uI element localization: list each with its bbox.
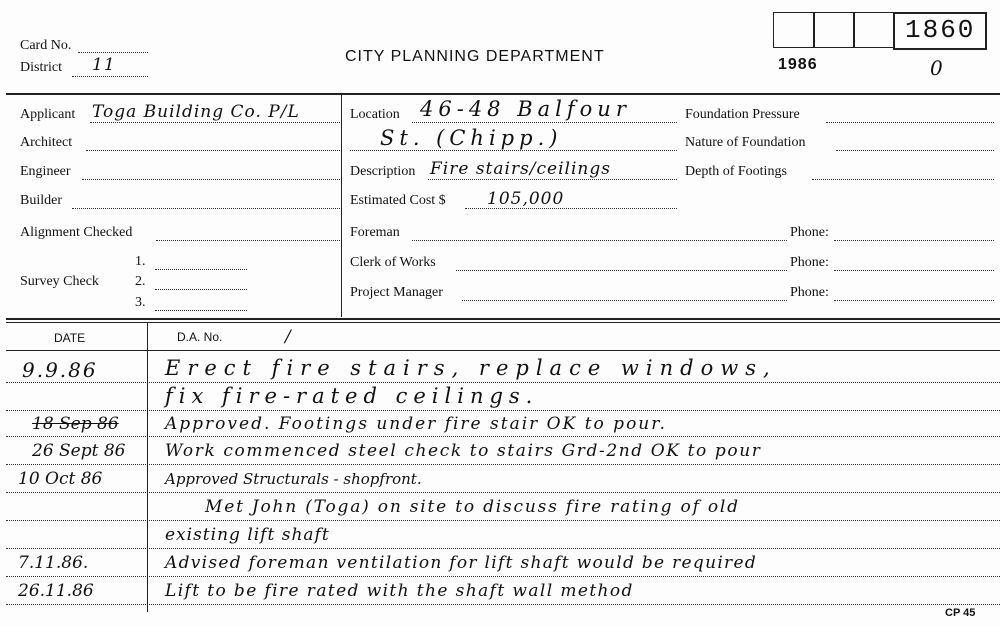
log-entry: Approved Structurals - shopfront.	[165, 470, 422, 488]
row-line	[6, 382, 1000, 383]
log-date: 9.9.86	[22, 358, 98, 382]
applicant-value: Toga Building Co. P/L	[92, 102, 300, 122]
nature-of-foundation-dots	[836, 150, 994, 151]
location-dots-2	[350, 150, 677, 151]
builder-dots	[72, 208, 340, 209]
foreman-phone-dots	[834, 240, 994, 241]
column-divider	[341, 95, 342, 317]
description-label: Description	[350, 164, 416, 179]
form-code: CP 45	[945, 607, 976, 619]
survey-item-3: 3.	[135, 295, 146, 310]
number-box-1	[773, 12, 815, 48]
da-column-header: D.A. No.	[177, 330, 223, 344]
log-date: 18 Sep 86	[32, 414, 119, 434]
survey-dots-3	[155, 310, 247, 311]
description-value: Fire stairs/ceilings	[430, 159, 611, 179]
log-date: 26.11.86	[18, 581, 94, 601]
log-entry: Met John (Toga) on site to discuss fire rating of old	[205, 497, 740, 517]
survey-dots-1	[155, 269, 247, 270]
estimated-cost-label: Estimated Cost $	[350, 193, 446, 208]
district-value: 11	[92, 55, 116, 75]
row-line	[6, 436, 1000, 437]
log-date: 7.11.86.	[18, 553, 89, 573]
engineer-label: Engineer	[20, 164, 71, 179]
alignment-dots	[156, 240, 340, 241]
pm-phone-label: Phone:	[790, 285, 829, 300]
number-box-2	[813, 12, 855, 48]
clerk-phone-label: Phone:	[790, 255, 829, 270]
row-line	[6, 410, 1000, 411]
survey-item-2: 2.	[135, 274, 146, 289]
log-date: 10 Oct 86	[18, 469, 103, 489]
foundation-pressure-label: Foundation Pressure	[685, 107, 800, 122]
row-line	[6, 576, 1000, 577]
log-header-border	[6, 350, 1000, 351]
estimated-cost-value: 105,000	[487, 189, 565, 209]
location-dots	[412, 122, 677, 123]
log-top-border	[6, 318, 1000, 320]
log-top-border-2	[6, 322, 1000, 323]
alignment-label: Alignment Checked	[20, 225, 133, 240]
pm-phone-dots	[834, 300, 994, 301]
location-value: 46-48 Balfour	[420, 97, 631, 121]
foundation-pressure-dots	[826, 122, 994, 123]
clerk-phone-dots	[834, 270, 994, 271]
engineer-dots	[82, 179, 340, 180]
department-title: CITY PLANNING DEPARTMENT	[345, 48, 605, 65]
number-box-3	[853, 12, 895, 48]
row-line	[6, 604, 1000, 605]
architect-label: Architect	[20, 135, 73, 150]
card-no-label: Card No.	[20, 38, 72, 53]
row-line	[6, 492, 1000, 493]
clerk-dots	[456, 270, 787, 271]
district-dots	[72, 76, 148, 77]
log-date: 26 Sept 86	[32, 441, 126, 461]
log-entry: existing lift shaft	[165, 525, 330, 545]
location-label: Location	[350, 107, 400, 122]
date-column-divider	[147, 322, 148, 612]
description-dots	[428, 179, 677, 180]
top-divider	[6, 93, 1000, 95]
row-line	[6, 464, 1000, 465]
date-column-header: DATE	[54, 331, 86, 345]
survey-label: Survey Check	[20, 274, 99, 289]
card-year: 1986	[778, 56, 818, 73]
nature-of-foundation-label: Nature of Foundation	[685, 135, 806, 150]
da-number: /	[285, 327, 292, 347]
row-line	[6, 548, 1000, 549]
log-entry: Advised foreman ventilation for lift shaft would be required	[165, 553, 758, 573]
card-number: 1860	[905, 15, 976, 45]
depth-of-footings-dots	[812, 179, 994, 180]
architect-dots	[86, 150, 340, 151]
card-suffix: 0	[930, 56, 944, 80]
row-line	[6, 520, 1000, 521]
log-entry: Work commenced steel check to stairs Grd-2nd OK to pour	[165, 441, 762, 461]
depth-of-footings-label: Depth of Footings	[685, 164, 787, 179]
applicant-label: Applicant	[20, 107, 76, 122]
clerk-label: Clerk of Works	[350, 255, 436, 270]
project-manager-dots	[462, 300, 787, 301]
card-no-dots	[78, 52, 148, 53]
foreman-label: Foreman	[350, 225, 400, 240]
survey-item-1: 1.	[135, 254, 146, 269]
log-entry: Approved. Footings under fire stair OK to pour.	[165, 414, 667, 434]
foreman-phone-label: Phone:	[790, 225, 829, 240]
district-label: District	[20, 60, 62, 75]
log-entry: fix fire-rated ceilings.	[165, 384, 539, 408]
builder-label: Builder	[20, 193, 62, 208]
log-entry: Erect fire stairs, replace windows,	[165, 356, 777, 380]
foreman-dots	[412, 240, 787, 241]
applicant-dots	[90, 122, 340, 123]
location-value-2: St. (Chipp.)	[380, 126, 563, 150]
project-manager-label: Project Manager	[350, 285, 443, 300]
survey-dots-2	[155, 289, 247, 290]
log-entry: Lift to be fire rated with the shaft wall method	[165, 581, 634, 601]
